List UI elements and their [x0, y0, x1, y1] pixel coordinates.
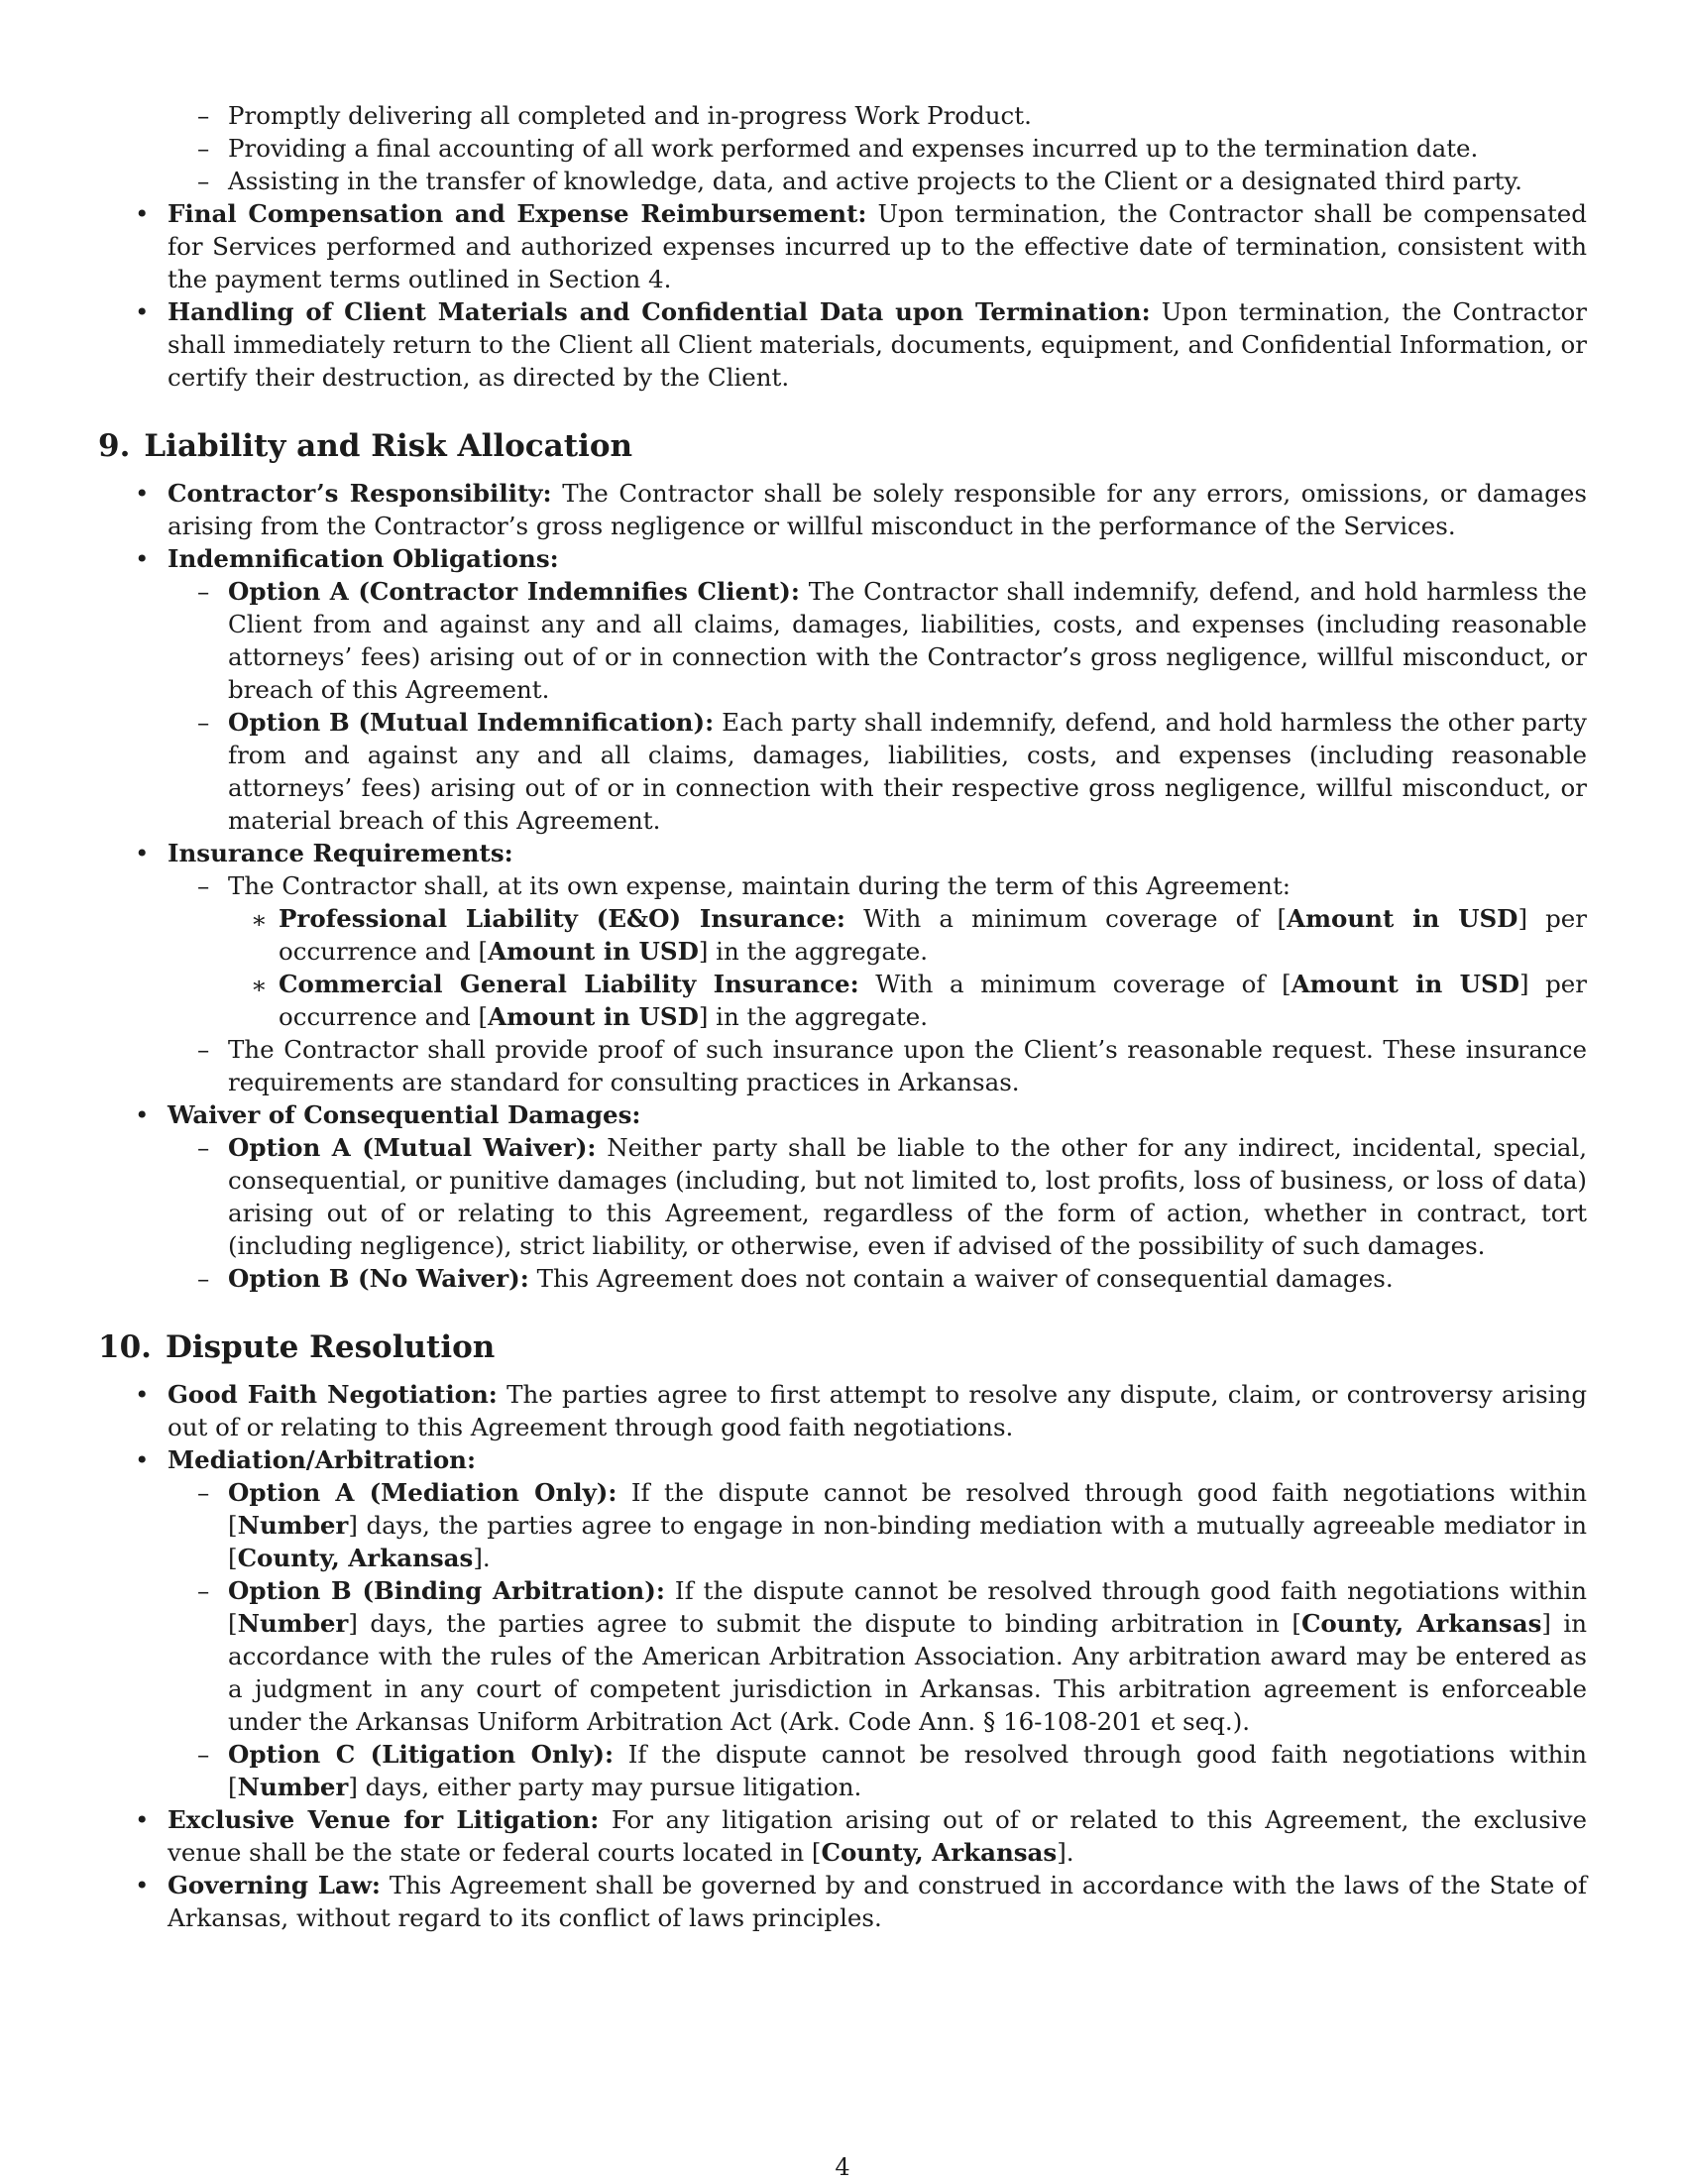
list-item: ∗ Professional Liability (E&O) Insurance: With a minimum coverage of [Amount in USD] per occurrence and [Amount in USD] in the aggregate. [251, 904, 1588, 966]
list-item: ∗ Commercial General Liability Insurance: With a minimum coverage of [Amount in USD] per occurrence and [Amount in USD] in the aggregate. [251, 970, 1587, 1031]
list-item: • Exclusive Venue for Litigation: For any litigation arising out of or related to this Agreement, the exclusive venue shall be the state or federal courts located in [County, Arkansas]. [135, 1805, 1587, 1867]
list-item: – The Contractor shall provide proof of such insurance upon the Client’s reasonable request. These insurance requirements are standard for consulting practices in Arkansas. [197, 1035, 1587, 1096]
list-item: • Waiver of Consequential Damages: [135, 1100, 641, 1129]
list-item: – Assisting in the transfer of knowledge, data, and active projects to the Client or a designated third party. [197, 167, 1522, 195]
page-content [98, 99, 1587, 1934]
list-item: • Handling of Client Materials and Confidential Data upon Termination: Upon termination, the Contractor shall immediately return to the Client all Client materials, documents, equipment, and Confidential Information, or certify their destruction, as directed by the Client. [135, 297, 1587, 392]
list-item: • Governing Law: This Agreement shall be governed by and construed in accordance with the laws of the State of Arkansas, without regard to its conflict of laws principles. [135, 1871, 1587, 1932]
list-item: – Option B (No Waiver): This Agreement does not contain a waiver of consequential damages. [197, 1264, 1394, 1293]
list-item: • Mediation/Arbitration: [135, 1445, 477, 1474]
page-number: 4 [835, 2153, 850, 2181]
list-item: – Option B (Mutual Indemnification): Each party shall indemnify, defend, and hold harmless the other party from and against any and all claims, damages, liabilities, costs, and expenses (including reasonable attorneys’ fees) arising out of or in connection with their respective gross negligence, willful misconduct, or material breach of this Agreement. [197, 708, 1587, 835]
list-item: • Indemnification Obligations: [135, 544, 559, 573]
section-9-heading: 9. Liability and Risk Allocation [98, 428, 633, 464]
list-item: – Promptly delivering all completed and in-progress Work Product. [197, 101, 1032, 130]
list-item: – Providing a final accounting of all work performed and expenses incurred up to the termination date. [197, 134, 1479, 163]
list-item: • Contractor’s Responsibility: The Contractor shall be solely responsible for any errors, omissions, or damages arising from the Contractor’s gross negligence or willful misconduct in the performance of the Services. [135, 479, 1587, 540]
list-item: – Option C (Litigation Only): If the dispute cannot be resolved through good faith negotiations within [Number] days, either party may pursue litigation. [197, 1740, 1587, 1801]
list-item: – Option A (Mutual Waiver): Neither party shall be liable to the other for any indirect, incidental, special, consequential, or punitive damages (including, but not limited to, lost profits, loss of business, or loss of data) arising out of or relating to this Agreement, regardless of the form of action, whether in contract, tort (including negligence), strict liability, or otherwise, even if advised of the possibility of such damages. [197, 1133, 1588, 1260]
list-item: • Insurance Requirements: [135, 839, 513, 867]
list-item: • Good Faith Negotiation: The parties agree to first attempt to resolve any dispute, claim, or controversy arising out of or relating to this Agreement through good faith negotiations. [135, 1380, 1588, 1441]
list-item: – Option A (Mediation Only): If the dispute cannot be resolved through good faith negotiations within [Number] days, the parties agree to engage in non-binding mediation with a mutually agreeable mediator in [County, Arkansas]. [197, 1478, 1587, 1572]
list-item: – The Contractor shall, at its own expense, maintain during the term of this Agreement: [197, 871, 1292, 900]
list-item: – Option B (Binding Arbitration): If the dispute cannot be resolved through good faith negotiations within [Number] days, the parties agree to submit the dispute to binding arbitration in [County, Arkansas] in accordance with the rules of the American Arbitration Association. Any arbitration award may be entered as a judgment in any court of competent jurisdiction in Arkansas. This arbitration agreement is enforceable under the Arkansas Uniform Arbitration Act (Ark. Code Ann. § 16-108-201 et seq.). [197, 1576, 1587, 1736]
list-item: – Option A (Contractor Indemnifies Client): The Contractor shall indemnify, defend, and hold harmless the Client from and against any and all claims, damages, liabilities, costs, and expenses (including reasonable attorneys’ fees) arising out of or in connection with the Contractor’s gross negligence, willful misconduct, or breach of this Agreement. [197, 577, 1587, 704]
list-item: • Final Compensation and Expense Reimbursement: Upon termination, the Contractor shall be compensated for Services performed and authorized expenses incurred up to the effective date of termination, consistent with the payment terms outlined in Section 4. [135, 199, 1587, 293]
section-10-heading: 10. Dispute Resolution [98, 1329, 496, 1365]
